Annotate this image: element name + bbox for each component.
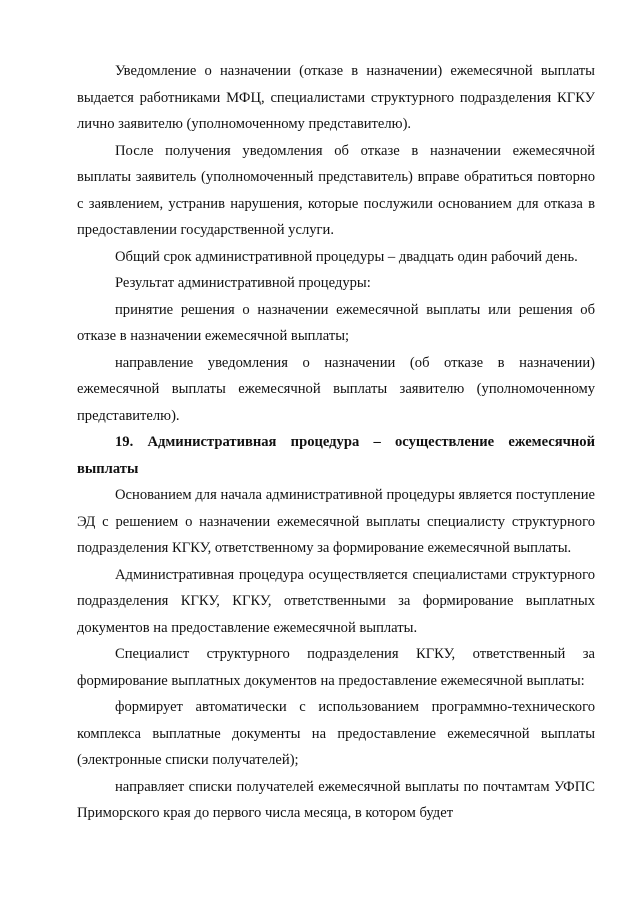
section-heading-19: 19. Административная процедура – осуществление ежемесячной выплаты	[77, 434, 595, 477]
paragraph-result-decision: принятие решения о назначении ежемесячной выплаты или решения об отказе в назначении ежемесячной выплаты;	[77, 301, 595, 344]
paragraph-sends-lists: направляет списки получателей ежемесячной выплаты по почтамтам УФПС Приморского края до первого числа месяца, в котором будет	[77, 778, 595, 821]
paragraph-notification-issue: Уведомление о назначении (отказе в назначении) ежемесячной выплаты выдается работниками МФЦ, специалистами структурного подразделения КГКУ лично заявителю (уполномоченному представителю).	[77, 63, 595, 132]
paragraph-total-term: Общий срок административной процедуры – двадцать один рабочий день.	[115, 248, 578, 265]
paragraph-basis: Основанием для начала административной процедуры является поступление ЭД с решением о назначении ежемесячной выплаты специалисту структурного подразделения КГКУ, ответственному за формирование ежемесячной выплаты.	[77, 487, 595, 556]
paragraph-result-intro: Результат административной процедуры:	[115, 275, 371, 291]
document-page	[77, 58, 595, 827]
paragraph-result-notification: направление уведомления о назначении (об отказе в назначении) ежемесячной выплаты ежемесячной выплаты заявителю (уполномоченному представителю).	[77, 354, 595, 424]
paragraph-forms-documents: формирует автоматически с использованием программно-технического комплекса выплатные документы на предоставление ежемесячной выплаты (электронные списки получателей);	[77, 699, 595, 768]
paragraph-refusal-reapply: После получения уведомления об отказе в назначении ежемесячной выплаты заявитель (уполномоченный представитель) вправе обратиться повторно с заявлением, устранив нарушения, которые послужили основанием для отказа в предоставлении государственной услуги.	[77, 142, 595, 238]
paragraph-performers: Административная процедура осуществляется специалистами структурного подразделения КГКУ, КГКУ, ответственными за формирование выплатных документов на предоставление ежемесячной выплаты.	[77, 566, 595, 636]
paragraph-specialist-duties: Специалист структурного подразделения КГКУ, ответственный за формирование выплатных документов на предоставление ежемесячной выплаты:	[77, 646, 595, 689]
